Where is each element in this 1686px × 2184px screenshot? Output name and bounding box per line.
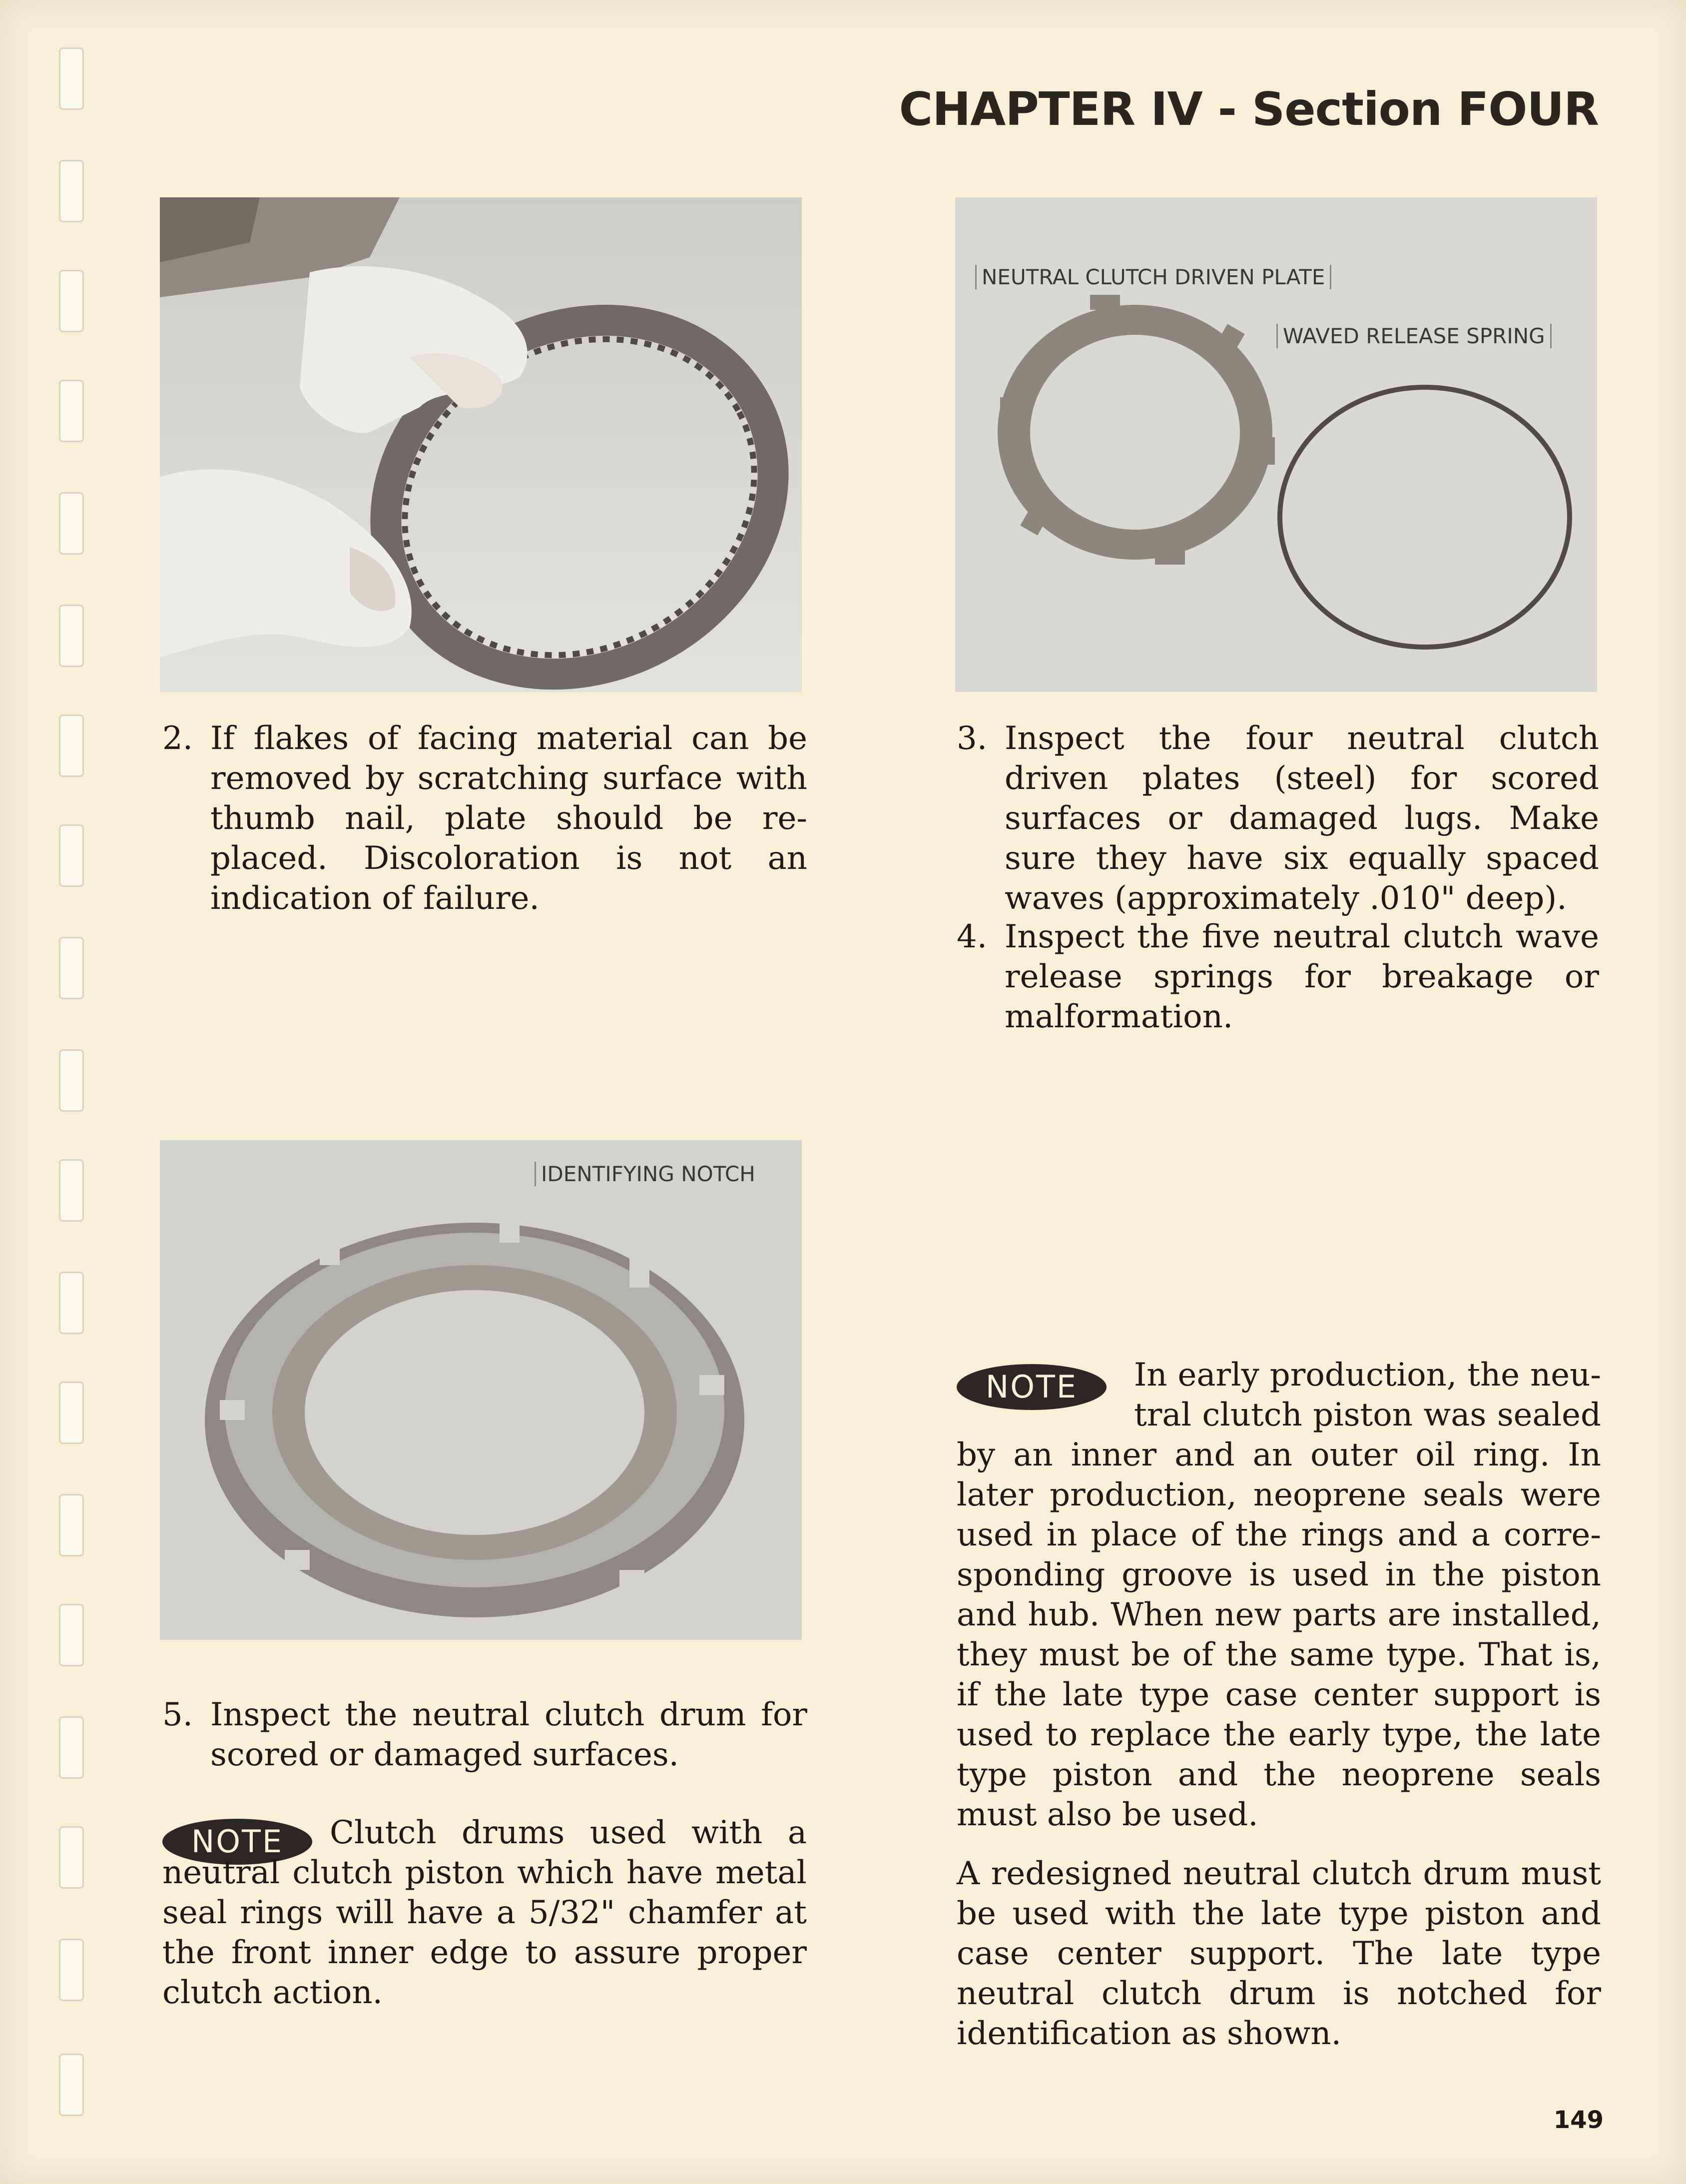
binder-hole — [59, 1272, 84, 1334]
item-number: 3. — [957, 720, 988, 757]
item-text: Inspect the five neutral clutch wave release springs for breakage or malformation. — [1005, 918, 1599, 1035]
label-driven-plate: NEUTRAL CLUTCH DRIVEN PLATE — [975, 265, 1331, 289]
note-left-content: Clutch drums used with a neutral clutch piston which have metal seal rings will have a 5/32" chamfer at the front inner edge to assure proper clutch action. — [162, 1814, 807, 2011]
binder-hole — [59, 492, 84, 555]
binder-hole — [59, 1494, 84, 1556]
item-text: Inspect the four neutral clutch driven plates (steel) for scored surfaces or damaged lugs. Make sure they have six equally spaced waves (approximately .010" deep). — [1005, 720, 1599, 917]
note-badge: NOTE — [162, 1819, 312, 1865]
label-release-spring: WAVED RELEASE SPRING — [1276, 324, 1552, 348]
item-text: Inspect the neutral clutch drum for scored or damaged surfaces. — [210, 1696, 807, 1773]
note-right-text — [957, 1355, 1601, 1835]
binder-hole — [59, 1939, 84, 2001]
item-text: If flakes of facing material can be removed by scratching surface with thumb nail, plate should be re-placed. Discoloration is not an indication of failure. — [210, 720, 807, 917]
clutch-drum-illustration — [160, 1140, 802, 1640]
photo-plate-inspection — [160, 197, 802, 692]
item-number: 2. — [162, 720, 193, 757]
binder-hole — [59, 1826, 84, 1889]
binder-hole — [59, 270, 84, 332]
note-badge-spacer — [957, 1355, 1134, 1435]
binder-hole — [59, 1716, 84, 1779]
item-number: 5. — [162, 1696, 193, 1733]
chapter-heading: CHAPTER IV - Section FOUR — [899, 82, 1599, 136]
binder-hole — [59, 715, 84, 777]
item-number: 4. — [957, 918, 988, 955]
binder-hole — [59, 1604, 84, 1666]
binder-hole — [59, 824, 84, 887]
note-right-content: In early production, the neu-tral clutch piston was sealed by an inner and an outer oil ring. In later production, neoprene seals were used in place of the rings and a corre-sponding groove is used in the piston and hub. When new parts are installed, they must be of the same type. That is, if the late type case center support is used to replace the early type, the late type piston and the neoprene seals must also be used. — [957, 1357, 1601, 1833]
note-left-text — [162, 1813, 807, 2013]
binder-hole — [59, 605, 84, 667]
binder-hole — [59, 2054, 84, 2116]
note-badge: NOTE — [957, 1364, 1107, 1410]
photo-clutch-drum — [160, 1140, 802, 1640]
binder-hole — [59, 380, 84, 442]
page-number: 149 — [1553, 2106, 1604, 2134]
label-identifying-notch: IDENTIFYING NOTCH — [535, 1162, 760, 1186]
note-badge-spacer — [162, 1813, 330, 1853]
binder-hole — [59, 160, 84, 222]
binder-hole — [59, 1382, 84, 1444]
note-right-paragraph-2: A redesigned neutral clutch drum must be used with the late type piston and case center support. The late type neutral clutch drum is notched for identification as shown. — [957, 1855, 1601, 2052]
binder-hole — [59, 47, 84, 110]
binder-hole — [59, 937, 84, 999]
binder-hole — [59, 1159, 84, 1222]
plate-inspection-illustration — [160, 197, 802, 692]
binder-hole — [59, 1049, 84, 1112]
